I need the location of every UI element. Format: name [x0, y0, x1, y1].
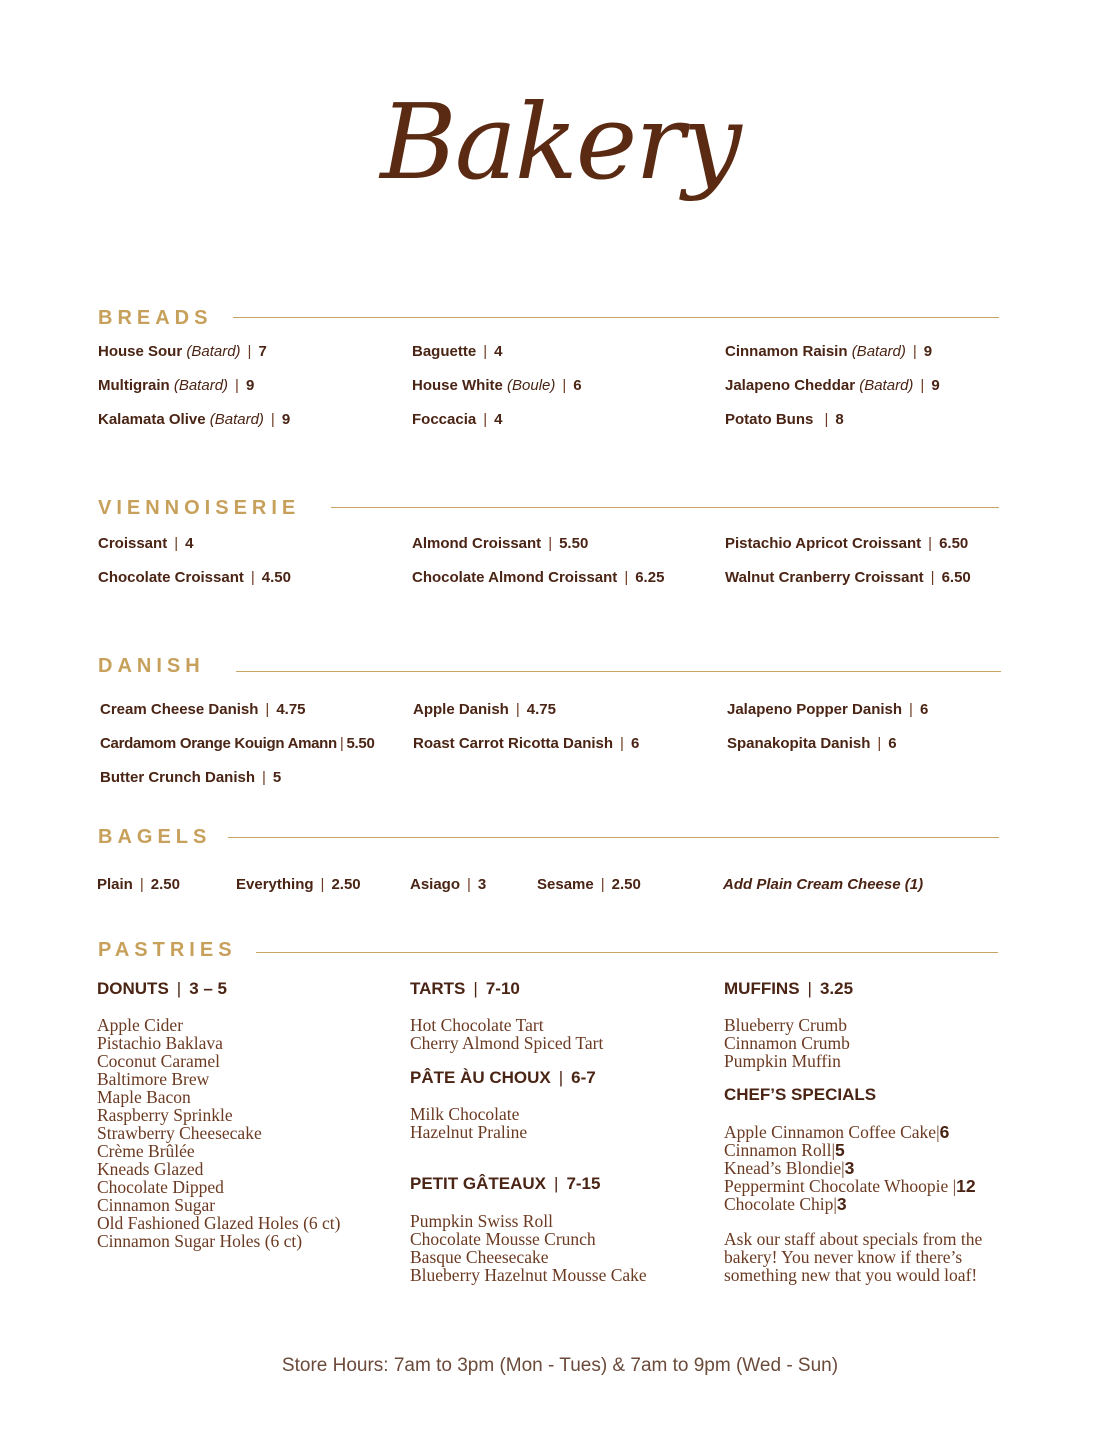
danish-item: Roast Carrot Ricotta Danish | 6 — [413, 735, 640, 752]
viennoiserie-item: Almond Croissant | 5.50 — [412, 535, 589, 552]
bagels-divider — [228, 837, 999, 838]
bagel-addon: Add Plain Cream Cheese (1) — [723, 876, 924, 893]
bread-item: Kalamata Olive (Batard) | 9 — [98, 411, 291, 428]
pate-au-choux-list — [410, 1105, 527, 1141]
list-item: Crème Brûlée — [97, 1141, 195, 1161]
donuts-heading: DONUTS | 3 – 5 — [97, 979, 228, 998]
list-item: Cinnamon Roll|5 — [724, 1140, 845, 1160]
bread-item: Baguette | 4 — [412, 343, 503, 360]
bread-item: Potato Buns | 8 — [725, 411, 844, 428]
breads-heading: BREADS — [98, 307, 213, 329]
bread-item: Foccacia | 4 — [412, 411, 503, 428]
bagel-item: Asiago | 3 — [410, 876, 487, 893]
pastries-divider — [256, 952, 998, 953]
danish-item: Jalapeno Popper Danish | 6 — [727, 701, 929, 718]
tarts-heading: TARTS | 7-10 — [410, 979, 520, 998]
list-item: Cinnamon Sugar Holes (6 ct) — [97, 1231, 303, 1251]
muffins-heading: MUFFINS | 3.25 — [724, 979, 854, 998]
petit-gateaux-list — [410, 1212, 647, 1284]
danish-item: Apple Danish | 4.75 — [413, 701, 556, 718]
list-item: Kneads Glazed — [97, 1159, 204, 1179]
viennoiserie-item: Pistachio Apricot Croissant | 6.50 — [725, 535, 969, 552]
list-item: Apple Cinnamon Coffee Cake|6 — [724, 1122, 950, 1142]
bagels-heading: BAGELS — [98, 826, 212, 848]
viennoiserie-item: Chocolate Croissant | 4.50 — [98, 569, 291, 586]
list-item: Chocolate Chip|3 — [724, 1194, 847, 1214]
list-item: Basque Cheesecake — [410, 1247, 549, 1267]
viennoiserie-heading: VIENNOISERIE — [98, 497, 301, 519]
bread-item: Cinnamon Raisin (Batard) | 9 — [725, 343, 933, 360]
list-item: Hazelnut Praline — [410, 1122, 528, 1142]
viennoiserie-divider — [331, 507, 999, 508]
bread-item: Multigrain (Batard) | 9 — [98, 377, 255, 394]
danish-item: Cardamom Orange Kouign Amann | 5.50 — [100, 735, 375, 752]
pate-au-choux-heading: PÂTE ÀU CHOUX | 6-7 — [410, 1068, 596, 1087]
list-item: Pumpkin Swiss Roll — [410, 1211, 553, 1231]
list-item: Apple Cider — [97, 1015, 184, 1035]
donuts-list — [97, 1016, 340, 1250]
danish-heading: DANISH — [98, 655, 205, 677]
viennoiserie-item: Chocolate Almond Croissant | 6.25 — [412, 569, 665, 586]
list-item: Old Fashioned Glazed Holes (6 ct) — [97, 1213, 341, 1233]
list-item: Blueberry Hazelnut Mousse Cake — [410, 1265, 647, 1285]
list-item: Peppermint Chocolate Whoopie |12 — [724, 1176, 976, 1196]
chefs-specials-list — [724, 1123, 976, 1213]
note-line: something new that you would loaf! — [724, 1265, 978, 1285]
store-hours: Store Hours: 7am to 3pm (Mon - Tues) & 7am to 9pm (Wed - Sun) — [281, 1355, 839, 1376]
bread-item: House Sour (Batard) | 7 — [98, 343, 267, 360]
page-title: Bakery — [380, 81, 740, 203]
danish-item: Spanakopita Danish | 6 — [727, 735, 897, 752]
viennoiserie-item: Croissant | 4 — [98, 535, 194, 552]
list-item: Baltimore Brew — [97, 1069, 210, 1089]
bread-item: House White (Boule) | 6 — [412, 377, 582, 394]
note-line: bakery! You never know if there’s — [724, 1247, 963, 1267]
chefs-specials-heading: CHEF’S SPECIALS — [724, 1085, 877, 1104]
petit-gateaux-heading: PETIT GÂTEAUX | 7-15 — [410, 1174, 601, 1193]
list-item: Strawberry Cheesecake — [97, 1123, 262, 1143]
list-item: Chocolate Dipped — [97, 1177, 224, 1197]
list-item: Knead’s Blondie|3 — [724, 1158, 855, 1178]
list-item: Coconut Caramel — [97, 1051, 220, 1071]
specials-note — [724, 1230, 982, 1284]
bagel-item: Sesame | 2.50 — [537, 876, 641, 893]
list-item: Hot Chocolate Tart — [410, 1015, 544, 1035]
bagel-item: Plain | 2.50 — [97, 876, 180, 893]
danish-item: Cream Cheese Danish | 4.75 — [100, 701, 306, 718]
list-item: Pistachio Baklava — [97, 1033, 223, 1053]
breads-divider — [233, 317, 999, 318]
bread-item: Jalapeno Cheddar (Batard) | 9 — [725, 377, 940, 394]
tarts-list — [410, 1016, 603, 1052]
list-item: Maple Bacon — [97, 1087, 191, 1107]
list-item: Cinnamon Sugar — [97, 1195, 216, 1215]
pastries-heading: PASTRIES — [98, 939, 237, 961]
list-item: Chocolate Mousse Crunch — [410, 1229, 596, 1249]
note-line: Ask our staff about specials from the — [724, 1229, 983, 1249]
muffins-list — [724, 1016, 850, 1070]
danish-divider — [236, 671, 1001, 672]
list-item: Blueberry Crumb — [724, 1015, 847, 1035]
list-item: Milk Chocolate — [410, 1104, 520, 1124]
viennoiserie-item: Walnut Cranberry Croissant | 6.50 — [725, 569, 971, 586]
list-item: Cinnamon Crumb — [724, 1033, 850, 1053]
bagel-item: Everything | 2.50 — [236, 876, 361, 893]
danish-item: Butter Crunch Danish | 5 — [100, 769, 282, 786]
list-item: Raspberry Sprinkle — [97, 1105, 233, 1125]
list-item: Pumpkin Muffin — [724, 1051, 841, 1071]
list-item: Cherry Almond Spiced Tart — [410, 1033, 604, 1053]
